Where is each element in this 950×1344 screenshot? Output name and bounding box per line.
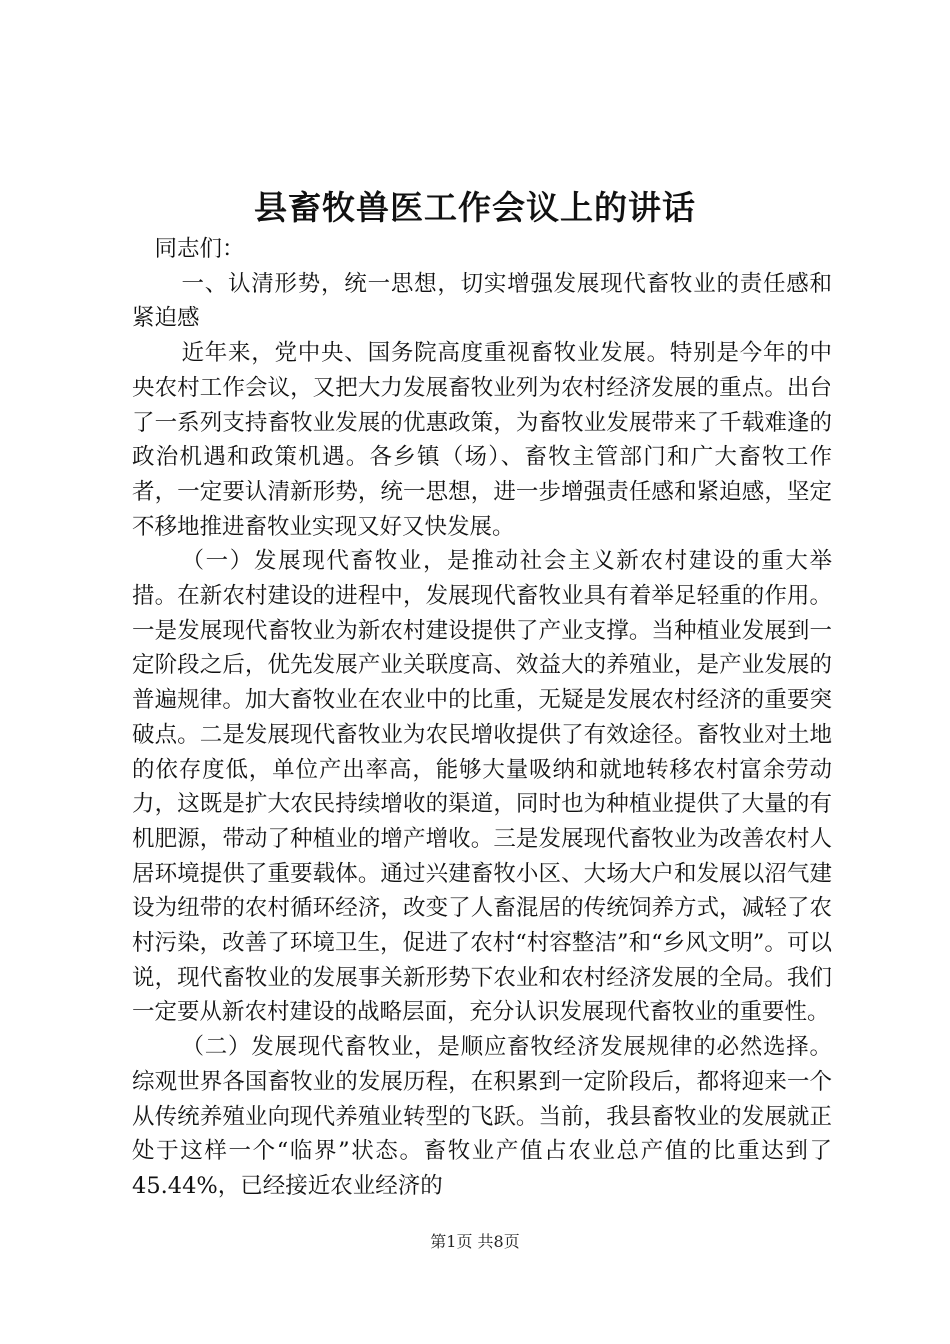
section-heading: 一、认清形势，统一思想，切实增强发展现代畜牧业的责任感和紧迫感 — [132, 270, 832, 332]
body-paragraph: （二）发展现代畜牧业，是顺应畜牧经济发展规律的必然选择。综观世界各国畜牧业的发展历程，在积累到一定阶段后，都将迎来一个从传统养殖业向现代养殖业转型的飞跃。当前，我县畜牧业的发展就正处于这样一个“临界”状态。畜牧业产值占农业总产值的比重达到了45.44%，已经接近农业经济的 — [132, 1034, 832, 1199]
body-paragraph: （一）发展现代畜牧业，是推动社会主义新农村建设的重大举措。在新农村建设的进程中，发展现代畜牧业具有着举足轻重的作用。一是发展现代畜牧业为新农村建设提供了产业支撑。当种植业发展到一定阶段之后，优先发展产业关联度高、效益大的养殖业，是产业发展的普遍规律。加大畜牧业在农业中的比重，无疑是发展农村经济的重要突破点。二是发展现代畜牧业为农民增收提供了有效途径。畜牧业对土地的依存度低，单位产出率高，能够大量吸纳和就地转移农村富余劳动力，这既是扩大农民持续增收的渠道，同时也为种植业提供了大量的有机肥源，带动了种植业的增产增收。三是发展现代畜牧业为改善农村人居环境提供了重要载体。通过兴建畜牧小区、大场大户和发展以沼气建设为纽带的农村循环经济，改变了人畜混居的传统饲养方式，减轻了农村污染，改善了环境卫生，促进了农村“村容整洁”和“乡风文明”。可以说，现代畜牧业的发展事关新形势下农业和农村经济发展的全局。我们一定要从新农村建设的战略层面，充分认识发展现代畜牧业的重要性。 — [132, 548, 832, 1026]
page-number-footer: 第1页 共8页 — [430, 1232, 520, 1251]
body-paragraph: 近年来，党中央、国务院高度重视畜牧业发展。特别是今年的中央农村工作会议，又把大力发展畜牧业列为农村经济发展的重点。出台了一系列支持畜牧业发展的优惠政策，为畜牧业发展带来了千载难逢的政治机遇和政策机遇。各乡镇（场）、畜牧主管部门和广大畜牧工作者，一定要认清新形势，统一思想，进一步增强责任感和紧迫感，坚定不移地推进畜牧业实现又好又快发展。 — [132, 340, 832, 540]
document-title: 县畜牧兽医工作会议上的讲话 — [254, 188, 696, 227]
document-body — [132, 232, 832, 1204]
salutation: 同志们： — [154, 236, 245, 262]
